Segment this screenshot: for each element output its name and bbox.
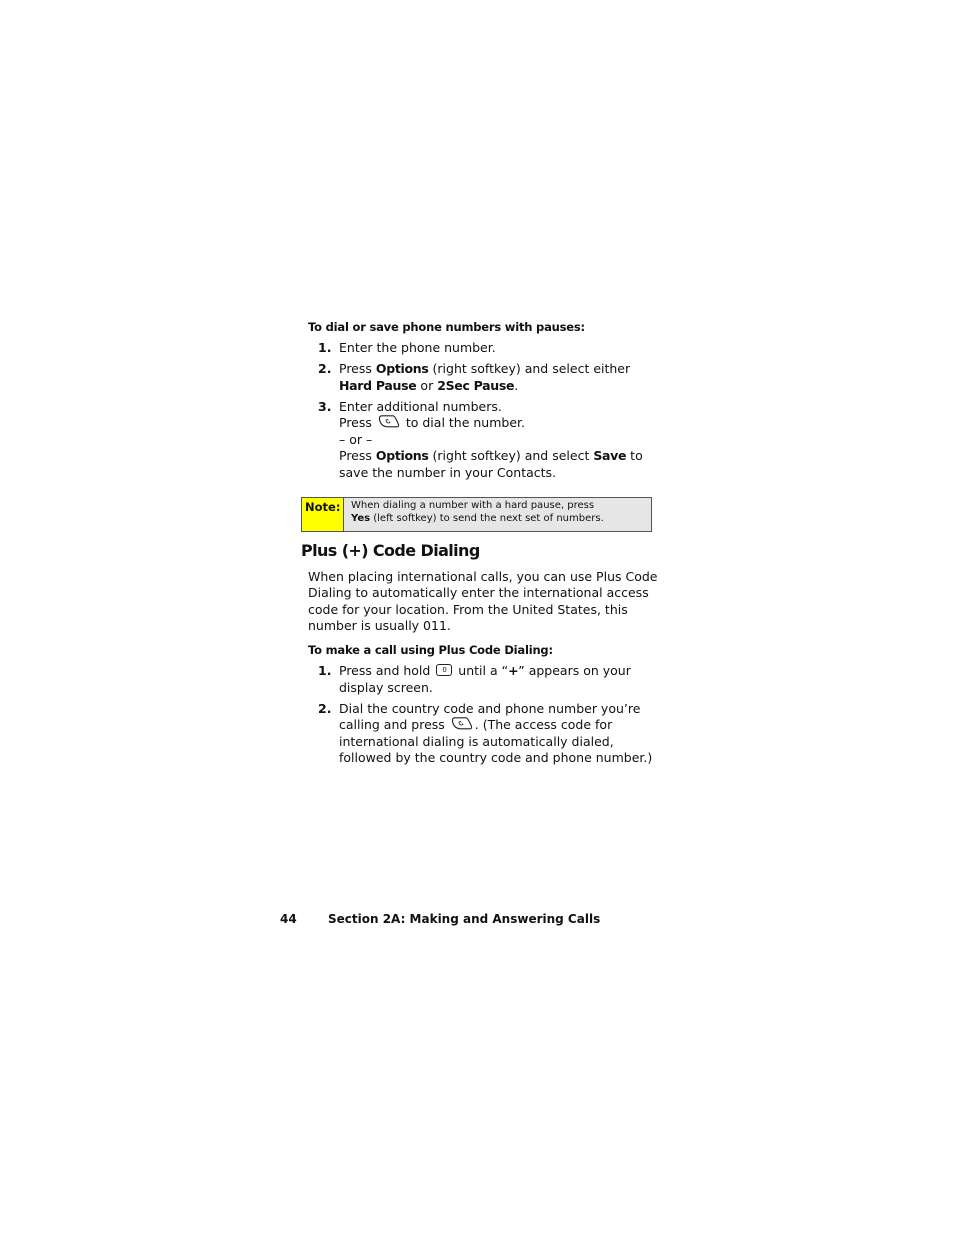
- section-heading: Plus (+) Code Dialing: [301, 541, 480, 560]
- note-line-text: (left softkey) to send the next set of numbers.: [370, 513, 604, 524]
- step-text: Press: [339, 415, 376, 430]
- note-text: [344, 498, 651, 531]
- or-separator: – or –: [339, 431, 373, 447]
- page-number: 44: [280, 912, 297, 926]
- step-3: [318, 399, 663, 482]
- step-number: 2.: [318, 700, 332, 716]
- pause-steps-list: [318, 340, 663, 486]
- step-number: 2.: [318, 361, 332, 376]
- step-text: to save the number in your Contacts.: [339, 448, 643, 480]
- step-subline: [339, 448, 663, 481]
- step-text: or: [416, 377, 438, 393]
- step-text: Press: [339, 361, 376, 376]
- step-number: 1.: [318, 340, 332, 355]
- procedure-heading-pauses: To dial or save phone numbers with pauses:: [308, 320, 585, 334]
- step-text: ” appears on your display screen.: [339, 663, 631, 695]
- step-text: Dial the country code and phone number you’re calling and press: [339, 700, 641, 732]
- step-text: to dial the number.: [401, 415, 525, 430]
- plus-code-steps-list: [318, 663, 663, 771]
- step-number: 3.: [318, 398, 332, 414]
- step-text: .: [514, 377, 519, 393]
- talk-key-icon: [451, 717, 473, 730]
- intro-paragraph: When placing international calls, you can use Plus Code Dialing to automatically enter the international access code for your location. From the United States, this number is usually 011.: [308, 569, 658, 633]
- step-number: 1.: [318, 663, 332, 678]
- step-text: Enter the phone number.: [339, 340, 496, 355]
- step-text: Press: [339, 448, 376, 463]
- save-label: Save: [593, 448, 627, 463]
- step-subline: [339, 415, 663, 432]
- step-1: [318, 340, 663, 357]
- note-line: When dialing a number with a hard pause, press: [351, 500, 595, 511]
- hard-pause-label: Hard Pause: [339, 377, 417, 393]
- step-text: (right softkey) and select either: [428, 361, 631, 376]
- yes-key-label: Yes: [351, 513, 371, 524]
- step-text: (right softkey) and select: [428, 448, 594, 463]
- step-text: . (The access code for international dialing is automatically dialed, followed by the country code and phone number.): [339, 717, 653, 765]
- plus-sign: +: [508, 663, 519, 678]
- two-sec-pause-label: 2Sec Pause: [437, 377, 515, 393]
- note-box: [301, 497, 652, 532]
- step-2: [318, 701, 663, 767]
- step-2: [318, 361, 663, 394]
- step-text: Enter additional numbers.: [339, 398, 502, 414]
- talk-key-icon: [378, 415, 400, 428]
- step-1: [318, 663, 663, 696]
- step-text: until a “: [454, 663, 509, 678]
- zero-key-icon: [436, 664, 452, 676]
- procedure-heading-plus-code: To make a call using Plus Code Dialing:: [308, 643, 553, 657]
- options-key-label: Options: [375, 361, 429, 376]
- section-title: Section 2A: Making and Answering Calls: [328, 912, 601, 926]
- zero-key-glyph: 0: [442, 666, 447, 674]
- note-label: Note:: [302, 498, 344, 531]
- note-line: [351, 512, 651, 525]
- options-key-label: Options: [375, 448, 429, 463]
- step-text: Press and hold: [339, 663, 435, 678]
